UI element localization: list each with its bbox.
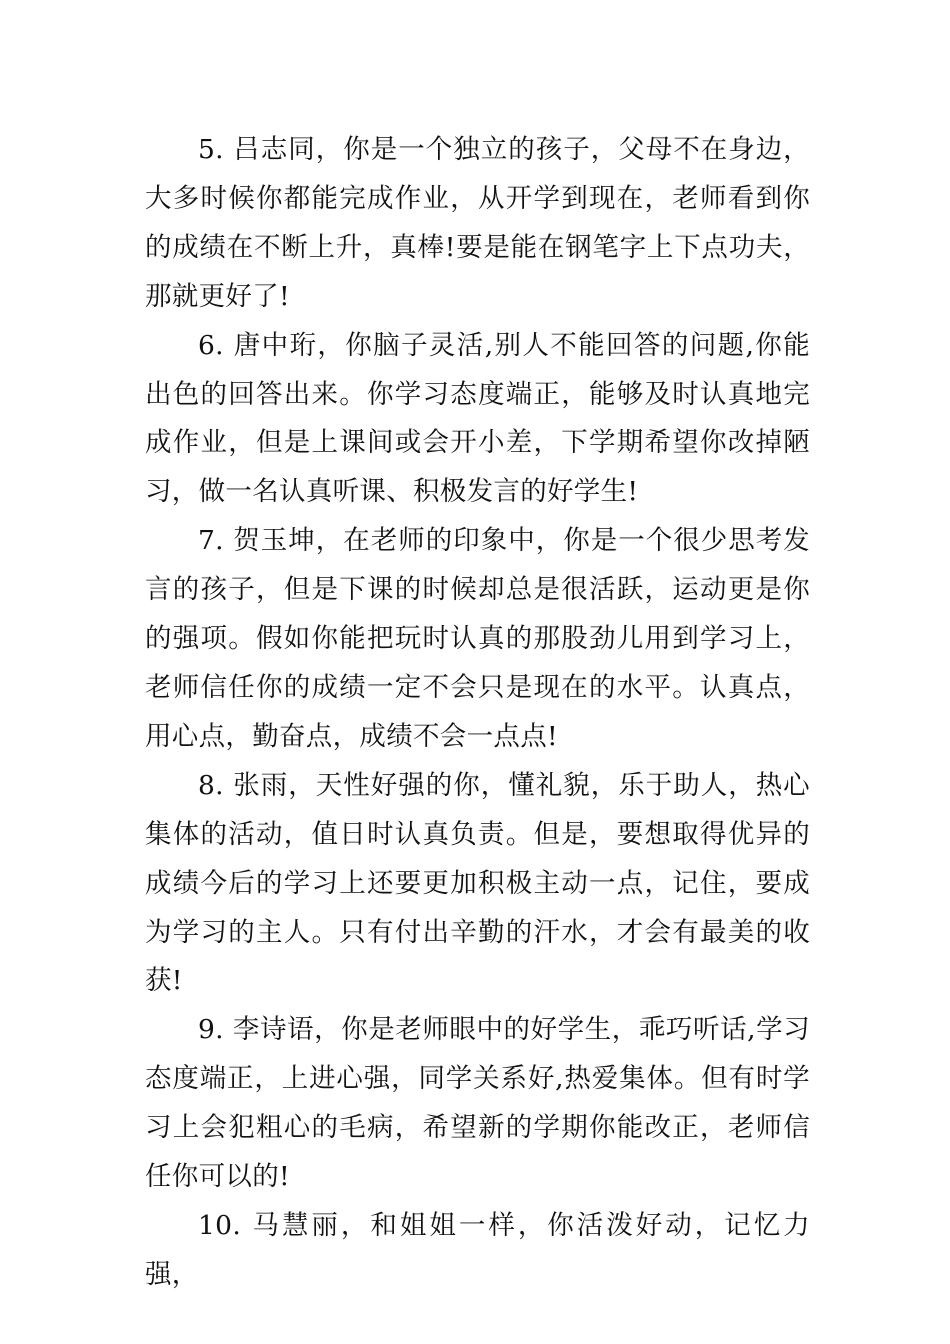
- paragraph-7: 7. 贺玉坤，在老师的印象中，你是一个很少思考发言的孩子，但是下课的时候却总是很活跃，运动更是你的强项。假如你能把玩时认真的那股劲儿用到学习上，老师信任你的成绩一定不会只是现在的水平。认真点，用心点，勤奋点，成绩不会一点点!: [145, 525, 810, 752]
- document-body: [145, 126, 810, 1300]
- paragraph-6: 6. 唐中珩，你脑子灵活,别人不能回答的问题,你能出色的回答出来。你学习态度端正，能够及时认真地完成作业，但是上课间或会开小差，下学期希望你改掉陋习，做一名认真听课、积极发言的好学生!: [145, 329, 810, 508]
- paragraph-5: 5. 吕志同，你是一个独立的孩子，父母不在身边，大多时候你都能完成作业，从开学到现在，老师看到你的成绩在不断上升，真棒!要是能在钢笔字上下点功夫，那就更好了!: [145, 134, 810, 312]
- paragraph-10: 10. 马慧丽，和姐姐一样，你活泼好动，记忆力强，: [145, 1209, 810, 1290]
- paragraph-9: 9. 李诗语，你是老师眼中的好学生，乖巧听话,学习态度端正，上进心强，同学关系好,热爱集体。但有时学习上会犯粗心的毛病，希望新的学期你能改正，老师信任你可以的!: [145, 1014, 810, 1193]
- paragraph-8: 8. 张雨，天性好强的你，懂礼貌，乐于助人，热心集体的活动，值日时认真负责。但是，要想取得优异的成绩今后的学习上还要更加积极主动一点，记住，要成为学习的主人。只有付出辛勤的汗水，才会有最美的收获!: [145, 769, 810, 997]
